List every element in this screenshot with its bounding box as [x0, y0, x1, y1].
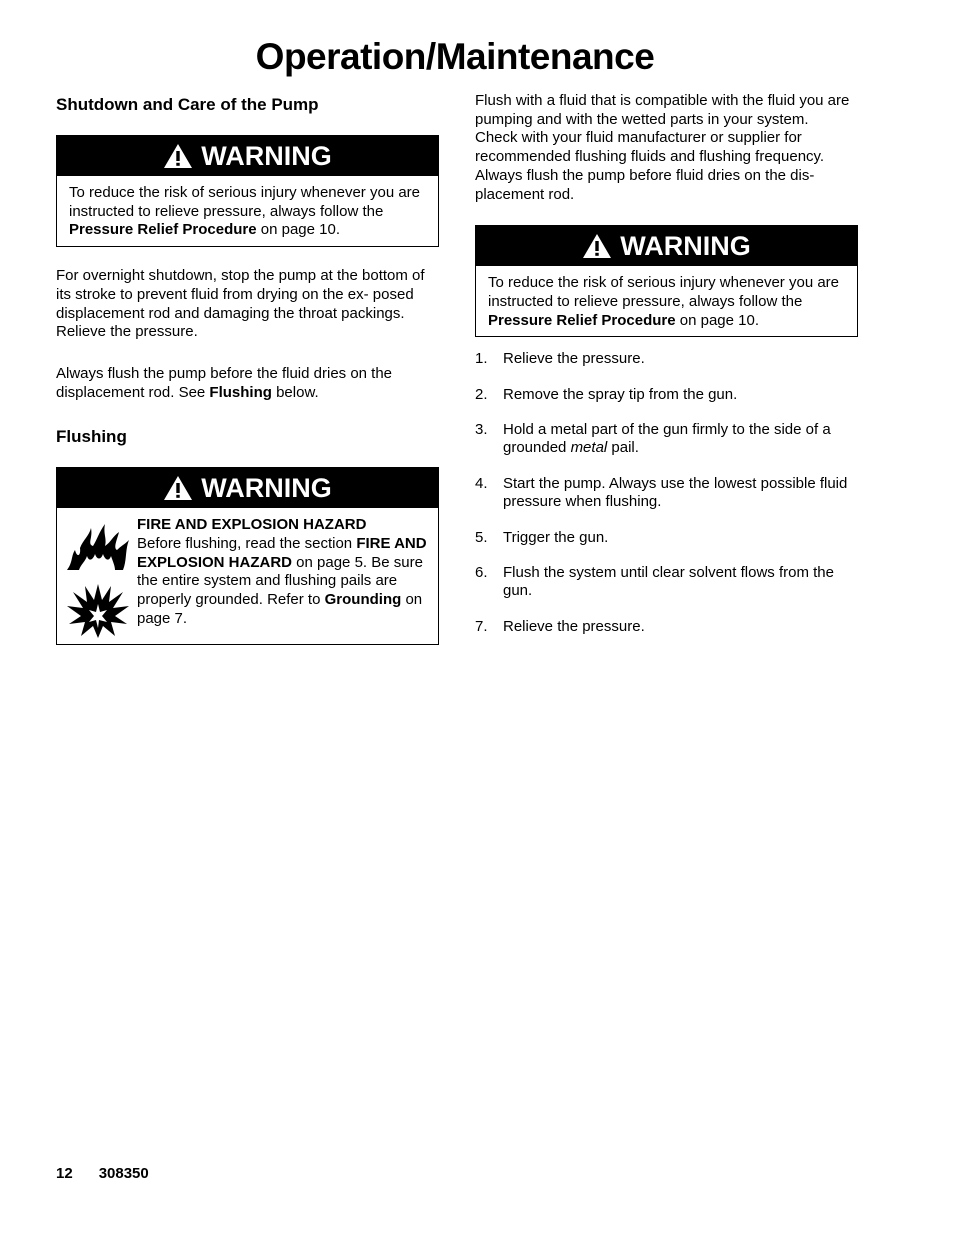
- list-item: [475, 618, 858, 637]
- fire-text-b: on page 5. Be sure the entire system and flushing pails are properly grounded. Refer to: [137, 553, 423, 609]
- fire-text-c: on page 7.: [137, 591, 423, 627]
- warning-body: [57, 508, 438, 644]
- step-text: Remove the spray tip from the gun.: [503, 385, 738, 403]
- flush-note-text: Always flush the pump before the fluid dries on the displacement rod. See: [56, 364, 393, 401]
- warning-triangle-icon: [163, 143, 193, 169]
- list-item: [475, 421, 858, 458]
- step-text: Start the pump. Always use the lowest possible fluid pressure when flushing.: [503, 474, 848, 511]
- explosion-icon: [65, 582, 131, 638]
- flushing-steps-list: [475, 350, 858, 636]
- step-number: 6.: [475, 563, 488, 581]
- flush-note-text-end: below.: [271, 383, 319, 401]
- hazard-title: FIRE AND EXPLOSION HAZARD: [137, 516, 367, 534]
- warning-body: [57, 176, 438, 246]
- hazard-icons: [65, 516, 137, 638]
- warning-header: [57, 468, 438, 508]
- flush-intro-paragraph: Flush with a fluid that is compatible with the fluid you are pumping and with the wetted parts in your system. Check with your fluid manufacturer or supplier for recommended flushing fluids and flushing frequency. Always flush the pump before fluid dries on the dis- placement rod.: [475, 92, 850, 203]
- step-text-a: Hold a metal part of the gun firmly to the side of a grounded: [503, 420, 831, 457]
- step-number: 7.: [475, 617, 488, 635]
- warning-text: To reduce the risk of serious injury whenever you are instructed to relieve pressure, always follow the: [69, 184, 421, 220]
- warning-label: WARNING: [201, 473, 332, 504]
- flush-note-link: Flushing: [209, 383, 272, 401]
- fire-bold-a: FIRE AND EXPLOSION HAZARD: [137, 535, 427, 571]
- warning-body: [476, 266, 857, 336]
- step-number: 2.: [475, 385, 488, 403]
- warning-text: To reduce the risk of serious injury whenever you are instructed to relieve pressure, always follow the: [488, 274, 840, 310]
- document-number: 308350: [98, 1165, 149, 1182]
- section-heading-flushing: Flushing: [56, 427, 127, 447]
- warning-box-pressure: [56, 135, 439, 247]
- warning-box-fire: [56, 467, 439, 645]
- warning-box-pressure-2: [475, 225, 858, 337]
- section-heading-shutdown: Shutdown and Care of the Pump: [56, 95, 319, 114]
- list-item: [475, 386, 858, 405]
- step-text: Relieve the pressure.: [503, 617, 645, 635]
- warning-bold-text: Pressure Relief Procedure: [69, 221, 257, 239]
- fire-bold-b: Grounding: [324, 591, 402, 609]
- step-number: 5.: [475, 528, 488, 546]
- step-number: 4.: [475, 474, 488, 492]
- list-item: [475, 350, 858, 369]
- step-text: Flush the system until clear solvent flows from the gun.: [503, 563, 834, 600]
- page-number: 12: [56, 1165, 73, 1182]
- step-italic: metal: [570, 439, 608, 457]
- left-column: [56, 92, 439, 645]
- warning-text-end: on page 10.: [675, 311, 760, 329]
- list-item: [475, 529, 858, 548]
- fire-text-a: Before flushing, read the section: [137, 535, 357, 553]
- step-text-b: pail.: [607, 439, 639, 457]
- warning-header: [57, 136, 438, 176]
- warning-bold-text: Pressure Relief Procedure: [488, 311, 676, 329]
- list-item: [475, 475, 858, 512]
- flush-note-paragraph: [56, 365, 439, 402]
- warning-label: WARNING: [201, 141, 332, 171]
- warning-header: [476, 226, 857, 266]
- step-number: 1.: [475, 350, 488, 368]
- warning-triangle-icon: [582, 233, 612, 259]
- list-item: [475, 564, 858, 601]
- page-title: Operation/Maintenance: [255, 36, 655, 77]
- fire-hazard-text: [137, 516, 430, 638]
- warning-text-end: on page 10.: [256, 221, 341, 239]
- warning-label: WARNING: [620, 231, 751, 262]
- step-number: 3.: [475, 420, 488, 438]
- warning-triangle-icon: [163, 475, 193, 501]
- page-footer: [56, 1165, 149, 1182]
- step-text: [503, 421, 858, 458]
- shutdown-paragraph: For overnight shutdown, stop the pump at the bottom of its stroke to prevent fluid from drying on the ex- posed displacement rod and damaging the throat packings. Relieve the pressure.: [56, 267, 425, 341]
- right-column: [475, 92, 858, 653]
- step-text: Relieve the pressure.: [503, 350, 645, 368]
- step-text: Trigger the gun.: [503, 528, 609, 546]
- fire-icon: [65, 520, 131, 572]
